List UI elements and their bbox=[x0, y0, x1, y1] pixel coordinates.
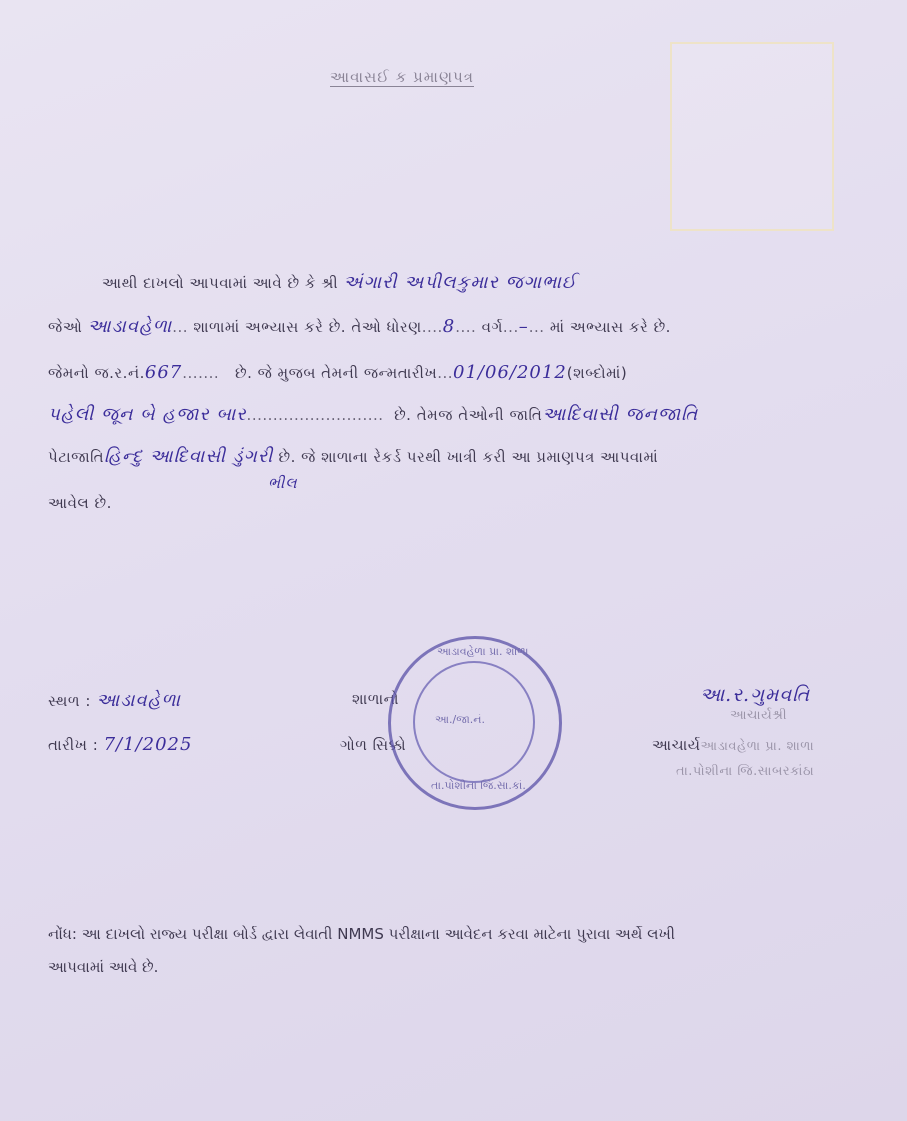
note-line-1: નોંધ: આ દાખલો રાજ્ય પરીક્ષા બોર્ડ દ્વારા લેવાતી NMMS પરીક્ષાના આવેદન કરવા માટેના પુરાવા અર્થે લખી bbox=[48, 925, 676, 943]
line2-prefix: જેઓ bbox=[48, 318, 83, 336]
line2-suffix: માં અભ્યાસ કરે છે. bbox=[549, 318, 671, 336]
student-name: અંગારી અપીલકુમાર જગાભાઈ bbox=[343, 272, 577, 293]
subcaste-note: ભીલ bbox=[268, 474, 298, 492]
date-value: 7/1/2025 bbox=[103, 734, 193, 755]
principal-label: આચાર્ય bbox=[652, 736, 701, 754]
principal-row bbox=[652, 736, 814, 754]
standard-value: 8 bbox=[442, 316, 456, 337]
photo-box bbox=[670, 42, 834, 231]
seal-bottom-text: તા.પોશીના જિ.સા.કાં. bbox=[431, 779, 526, 792]
stamp-line-1: આચાર્યશ્રી bbox=[730, 708, 788, 723]
line2-mid: શાળામાં અભ્યાસ કરે છે. તેઓ ધોરણ bbox=[193, 318, 422, 336]
line1-text: આથી દાખલો આપવામાં આવે છે કે શ્રી bbox=[102, 274, 339, 292]
stamp-line-3: તા.પોશીના જિ.સાબરકાંઠા bbox=[676, 764, 815, 779]
line5-suffix: છે. જે શાળાના રેકર્ડ પરથી ખાત્રી કરી આ પ્રમાણપત્ર આપવામાં bbox=[278, 448, 659, 466]
line5-prefix: પેટાજાતિ bbox=[48, 448, 105, 466]
line3-mid: છે. જે મુજબ તેમની જન્મતારીખ bbox=[234, 364, 438, 382]
principal-signature: આ.ર.ગુમવતિ bbox=[700, 684, 811, 706]
body-line-2: જેઓ આડાવહેળા... શાળામાં અભ્યાસ કરે છે. તેઓ ધોરણ....8.... વર્ગ...–... માં અભ્યાસ કરે છે. bbox=[48, 316, 671, 337]
school-label: શાળાનો bbox=[352, 690, 400, 708]
body-line-6: આવેલ છે. bbox=[48, 494, 112, 512]
seal-top-text: આડાવહેળા પ્રા. શાળા bbox=[437, 645, 529, 658]
register-number: 667 bbox=[144, 362, 183, 383]
date-label: તારીખ : bbox=[48, 736, 99, 754]
school-name: આડાવહેળા bbox=[87, 316, 173, 337]
stamp-line-2: આડાવહેળા પ્રા. શાળા bbox=[700, 739, 815, 754]
in-words-label: (શબ્દોમાં) bbox=[566, 364, 628, 382]
place-value: આડાવહેળા bbox=[96, 690, 181, 711]
note bbox=[48, 918, 675, 984]
subcaste-value: હિન્દુ આદિવાસી ડુંગરી bbox=[104, 446, 274, 467]
body-line-1 bbox=[102, 272, 577, 293]
note-line-2: આપવામાં આવે છે. bbox=[48, 958, 159, 976]
school-seal bbox=[388, 636, 562, 810]
body-line-4: પહેલી જૂન બે હજાર બાર.......................... છે. તેમજ તેઓની જાતિઆદિવાસી જનજાતિ bbox=[48, 404, 699, 425]
place-row bbox=[48, 690, 181, 711]
certificate-title: આવાસ‌ઈ ક પ્રમાણપત્ર bbox=[330, 68, 474, 86]
class-label: વર્ગ bbox=[481, 318, 503, 336]
seal-label: ગોળ સિક્કો bbox=[340, 736, 407, 754]
birth-date: 01/06/2012 bbox=[453, 362, 567, 383]
line4-mid: છે. તેમજ તેઓની જાતિ bbox=[394, 406, 543, 424]
caste-value: આદિવાસી જનજાતિ bbox=[542, 404, 699, 425]
body-line-3: જેમનો જ.ર.નં.667....... છે. જે મુજબ તેમની જન્મતારીખ...01/06/2012(શબ્દોમાં) bbox=[48, 362, 628, 383]
body-line-5 bbox=[48, 446, 658, 467]
seal-mid-text: આ./જા.નં. bbox=[435, 713, 485, 726]
birth-date-words: પહેલી જૂન બે હજાર બાર bbox=[48, 404, 247, 425]
date-row bbox=[48, 734, 192, 755]
line3-prefix: જેમનો જ.ર.નં. bbox=[48, 364, 145, 382]
class-value: – bbox=[518, 316, 529, 337]
place-label: સ્થળ : bbox=[48, 692, 91, 710]
